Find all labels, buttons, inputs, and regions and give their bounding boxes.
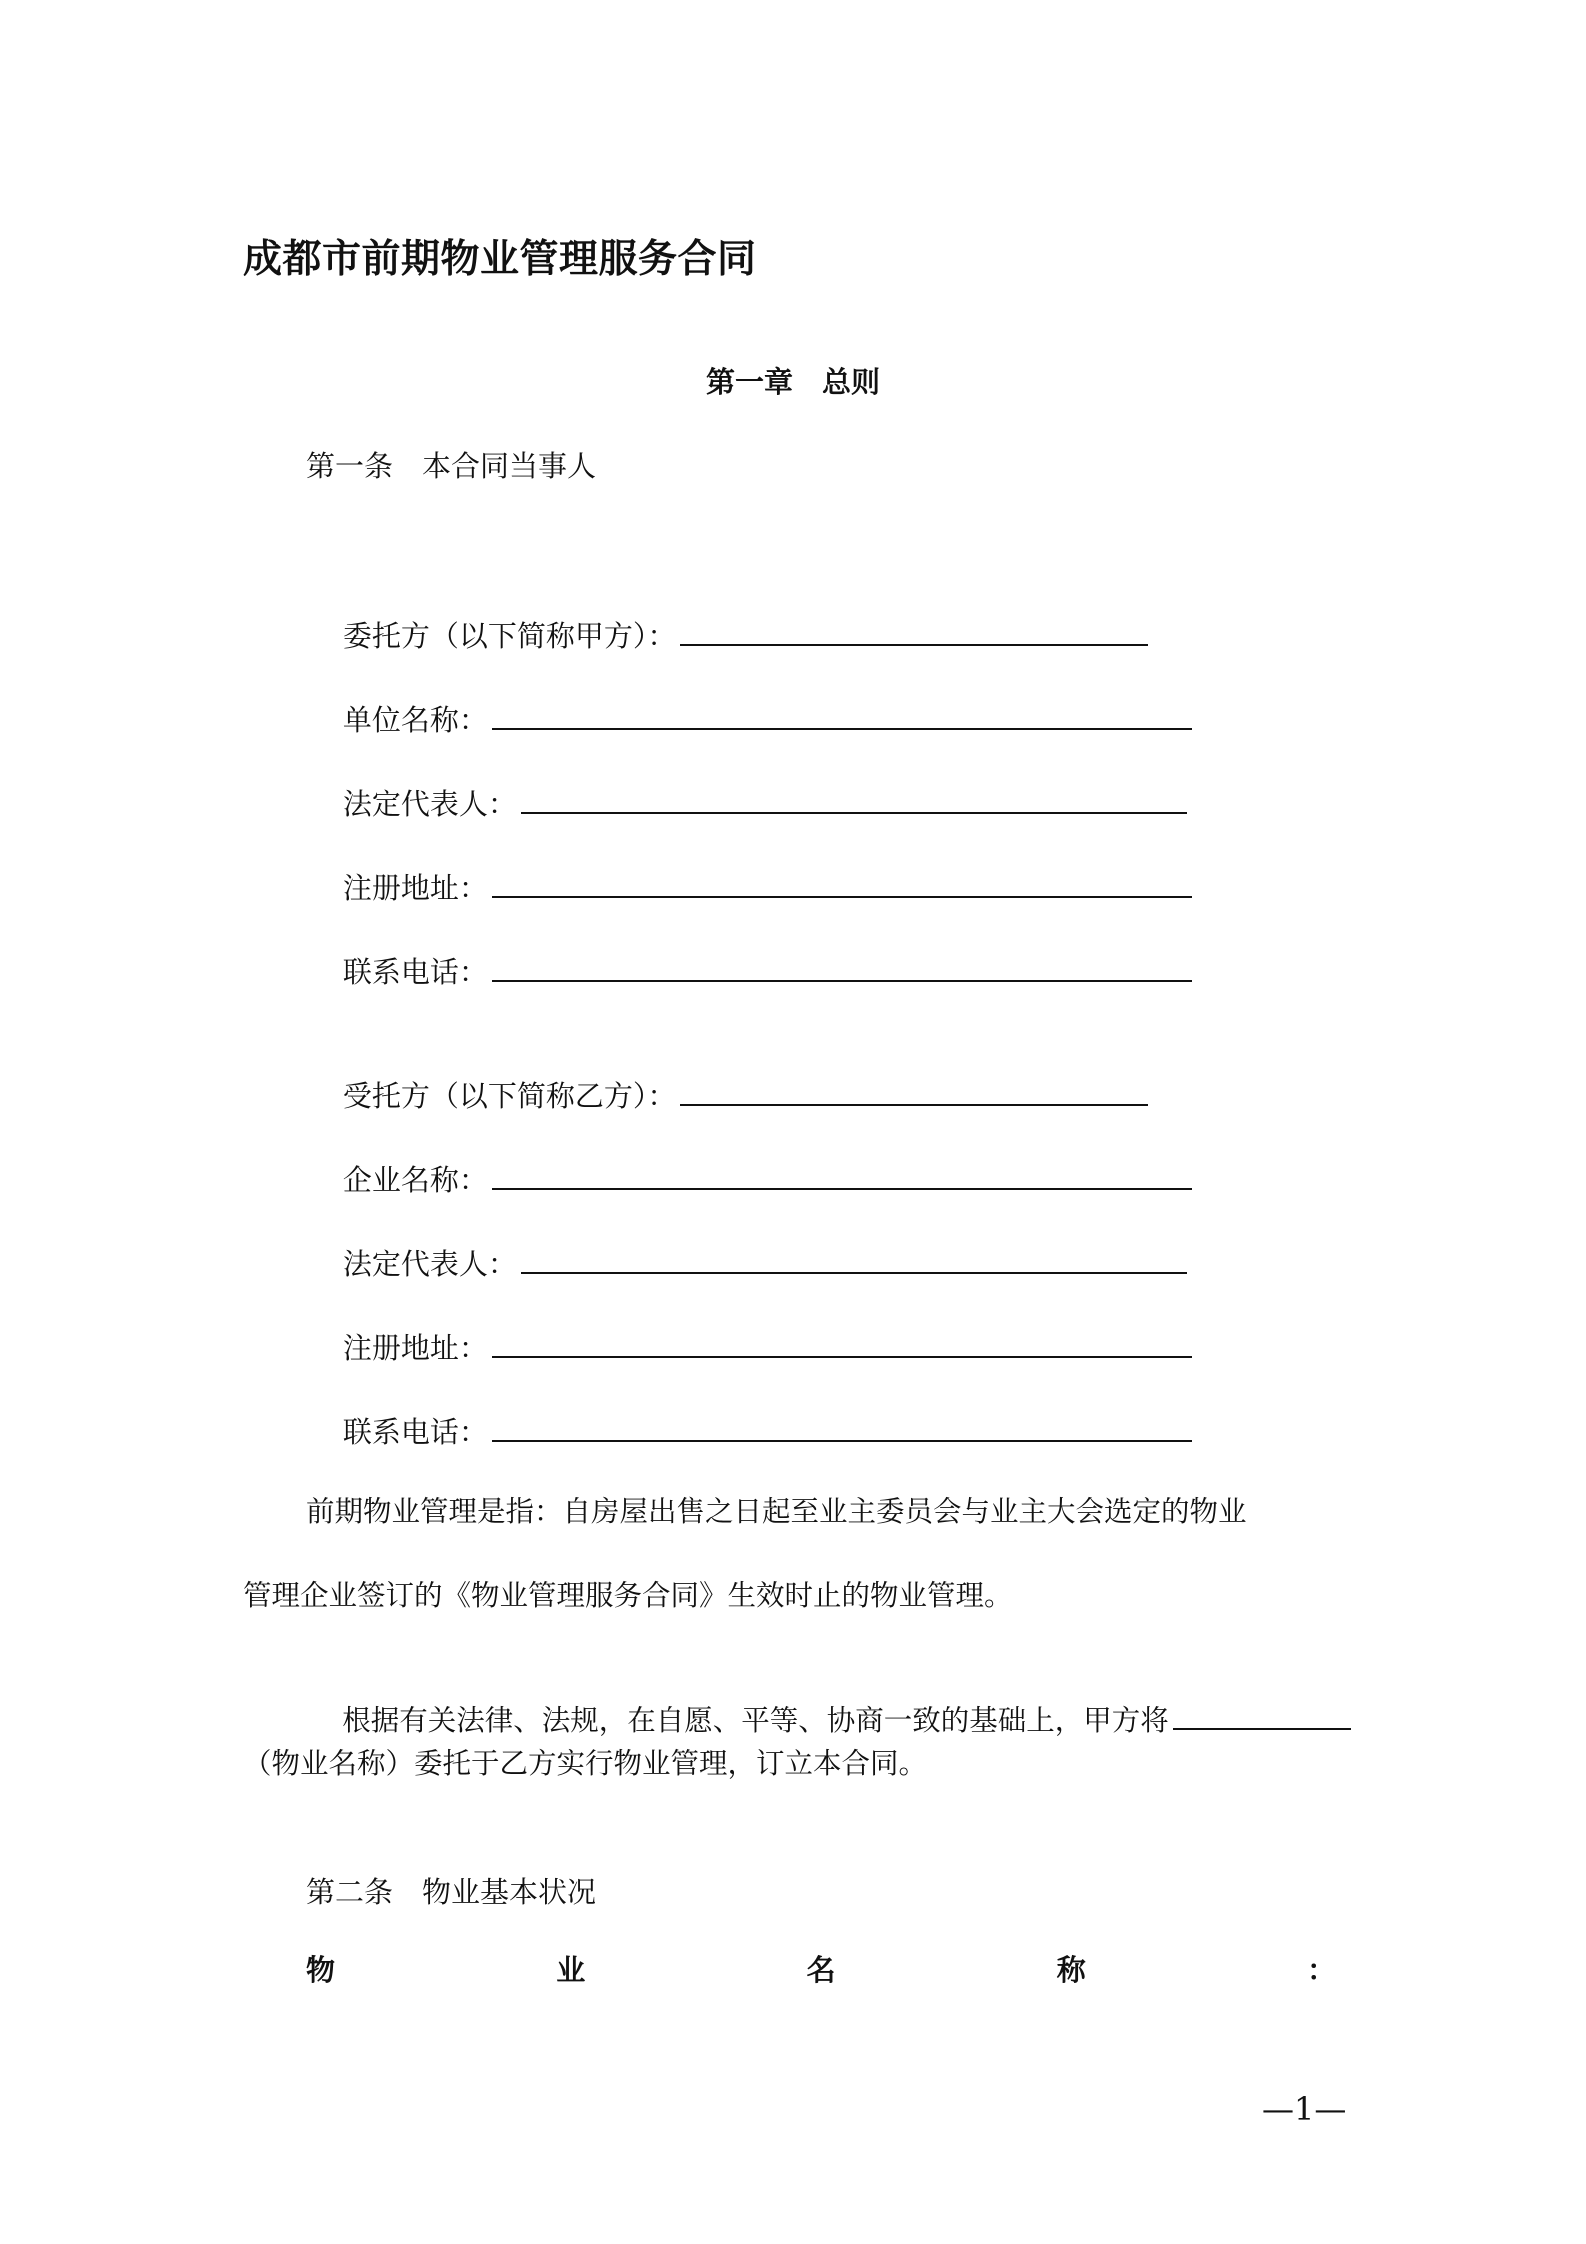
property-name-char: 名 bbox=[806, 1953, 836, 1987]
party-b-company-name-label: 企业名称： bbox=[342, 1163, 488, 1197]
property-name-char: 物 bbox=[306, 1953, 336, 1987]
article-2-heading: 第二条 物业基本状况 bbox=[306, 1875, 597, 1909]
page-number: —1— bbox=[1262, 2090, 1347, 2128]
paragraph-2-line-1: 根据有关法律、法规，在自愿、平等、协商一致的基础上，甲方将 bbox=[342, 1704, 1169, 1737]
document-title: 成都市前期物业管理服务合同 bbox=[243, 237, 757, 282]
property-name-blank[interactable] bbox=[1173, 1700, 1351, 1730]
party-b-phone-label: 联系电话： bbox=[342, 1415, 488, 1449]
party-a-blank[interactable] bbox=[680, 616, 1148, 646]
party-b-phone-row bbox=[306, 1372, 1192, 1492]
party-b-label: 受托方（以下简称乙方）： bbox=[342, 1079, 677, 1113]
party-b-representative-label: 法定代表人： bbox=[342, 1247, 517, 1281]
party-a-phone-blank[interactable] bbox=[492, 952, 1192, 982]
party-b-address-blank[interactable] bbox=[492, 1328, 1192, 1358]
party-a-address-label: 注册地址： bbox=[342, 871, 488, 905]
paragraph-1-line-2: 管理企业签订的《物业管理服务合同》生效时止的物业管理。 bbox=[243, 1579, 1013, 1612]
party-b-address-label: 注册地址： bbox=[342, 1331, 488, 1365]
party-a-phone-row bbox=[306, 912, 1192, 1032]
party-b-phone-blank[interactable] bbox=[492, 1412, 1192, 1442]
article-1-heading: 第一条 本合同当事人 bbox=[306, 449, 597, 483]
party-a-address-blank[interactable] bbox=[492, 868, 1192, 898]
property-name-line bbox=[306, 1948, 1336, 1989]
party-b-representative-blank[interactable] bbox=[521, 1244, 1187, 1274]
party-a-phone-label: 联系电话： bbox=[342, 955, 488, 989]
party-a-unit-name-label: 单位名称： bbox=[342, 703, 488, 737]
party-a-representative-label: 法定代表人： bbox=[342, 787, 517, 821]
party-a-unit-name-blank[interactable] bbox=[492, 700, 1192, 730]
party-a-label: 委托方（以下简称甲方）： bbox=[342, 619, 677, 653]
property-name-char: 业 bbox=[556, 1953, 586, 1987]
party-a-representative-blank[interactable] bbox=[521, 784, 1187, 814]
property-name-char: ： bbox=[1306, 1953, 1336, 1987]
party-b-blank[interactable] bbox=[680, 1076, 1148, 1106]
property-name-char: 称 bbox=[1056, 1953, 1086, 1987]
chapter-heading: 第一章 总则 bbox=[705, 365, 880, 399]
party-b-company-name-blank[interactable] bbox=[492, 1160, 1192, 1190]
paragraph-1-line-1: 前期物业管理是指：自房屋出售之日起至业主委员会与业主大会选定的物业 bbox=[306, 1495, 1247, 1528]
paragraph-2-line-2: （物业名称）委托于乙方实行物业管理，订立本合同。 bbox=[243, 1747, 928, 1780]
